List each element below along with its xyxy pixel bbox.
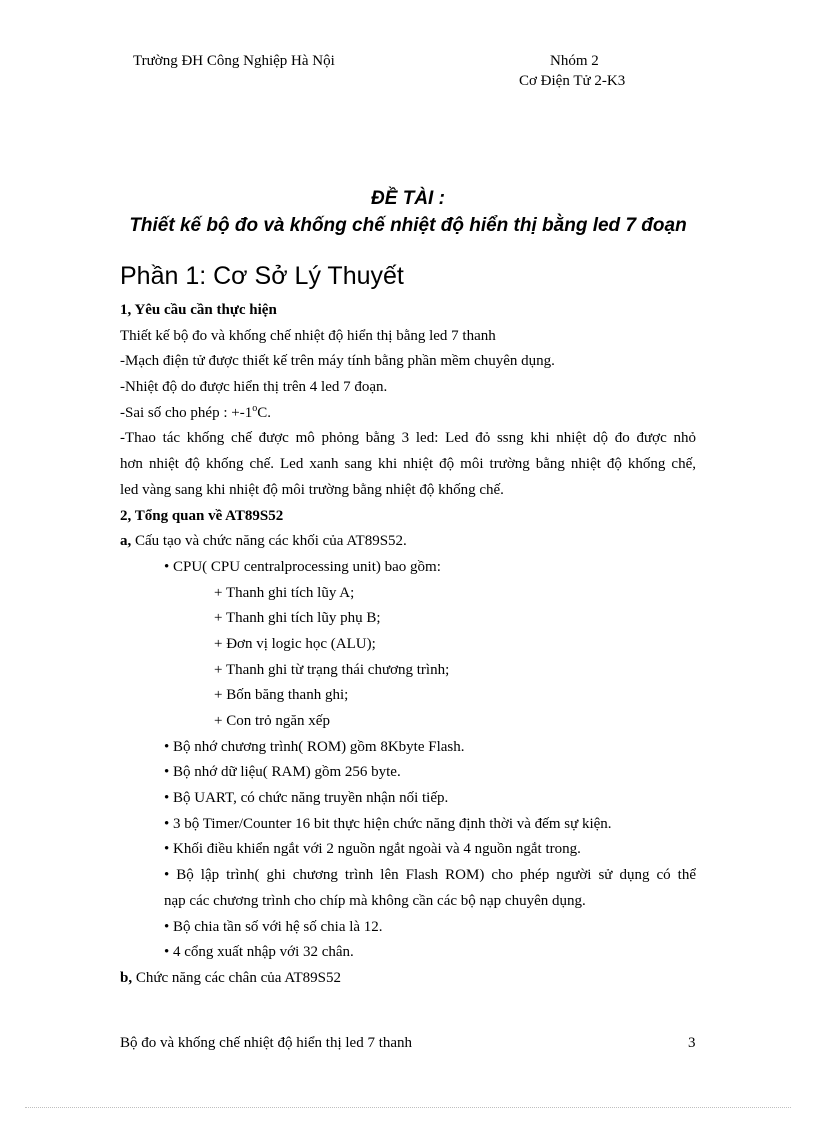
paragraph: -Mạch điện tử được thiết kế trên máy tính bằng phần mềm chuyên dụng.: [120, 353, 555, 370]
paragraph: hơn nhiệt độ khống chế. Led xanh sang khi nhiệt độ môi trường bằng nhiệt độ khống chế,: [120, 456, 696, 473]
list-item: + Thanh ghi tích lũy phụ B;: [214, 610, 381, 627]
bullet-ports: • 4 cổng xuất nhập với 32 chân.: [164, 944, 354, 961]
subsection-a-label: a,: [120, 533, 132, 550]
bullet-programmer-cont: nạp các chương trình cho chíp mà không cần các bộ nạp chuyên dụng.: [164, 892, 586, 909]
paragraph: -Thao tác khống chế được mô phỏng bằng 3 led: Led đỏ ssng khi nhiệt dộ đo được nhỏ: [120, 430, 696, 447]
page-divider: [25, 1107, 791, 1108]
section1-heading: 1, Yêu cầu cần thực hiện: [120, 302, 277, 318]
page-number: 3: [688, 1035, 696, 1051]
list-item: + Con trỏ ngăn xếp: [214, 713, 330, 729]
bullet-divider: • Bộ chia tần số với hệ số chia là 12.: [164, 918, 383, 935]
document-body: [120, 298, 696, 992]
bullet-timer: • 3 bộ Timer/Counter 16 bit thực hiện chức năng định thời và đếm sự kiện.: [164, 815, 612, 832]
topic-title: Thiết kế bộ đo và khống chế nhiệt độ hiển thị bằng led 7 đoạn: [129, 215, 687, 236]
list-item: + Thanh ghi tích lũy A;: [214, 584, 355, 601]
list-item: + Bốn băng thanh ghi;: [214, 687, 349, 704]
degree-superscript: o: [252, 402, 258, 414]
tolerance-text: -Sai số cho phép : +-1: [120, 404, 253, 421]
list-item: + Thanh ghi từ trạng thái chương trình;: [214, 661, 450, 678]
subsection-b: [120, 966, 696, 992]
bullet-uart: • Bộ UART, có chức năng truyền nhận nối tiếp.: [164, 790, 449, 807]
subsection-a-text: Cấu tạo và chức năng các khối của AT89S52.: [131, 533, 407, 550]
paragraph: -Nhiệt độ do được hiển thị trên 4 led 7 đoạn.: [120, 379, 388, 396]
topic-label: ĐỀ TÀI :: [371, 188, 445, 209]
bullet-ram: • Bộ nhớ dữ liệu( RAM) gồm 256 byte.: [164, 764, 401, 781]
bullet-cpu: • CPU( CPU centralprocessing unit) bao gồm:: [164, 558, 441, 575]
paragraph: Thiết kế bộ đo và khống chế nhiệt độ hiển thị bằng led 7 thanh: [120, 327, 496, 344]
header-group: Nhóm 2: [550, 53, 599, 69]
tolerance-paragraph: [120, 401, 696, 427]
subsection-b-label: b,: [120, 969, 133, 986]
bullet-programmer: • Bộ lập trình( ghi chương trình lên Flash ROM) cho phép người sử dụng có thể: [164, 867, 696, 884]
paragraph: led vàng sang khi nhiệt độ môi trường bằng nhiệt độ khống chế.: [120, 481, 504, 498]
bullet-interrupt: • Khối điều khiển ngắt với 2 nguồn ngắt ngoài và 4 nguồn ngắt trong.: [164, 841, 581, 858]
subsection-b-text: Chức năng các chân của AT89S52: [132, 969, 341, 986]
part-heading: Phần 1: Cơ Sở Lý Thuyết: [120, 262, 404, 290]
header-class: Cơ Điện Tử 2-K3: [519, 73, 626, 89]
header-school: Trường ĐH Công Nghiệp Hà Nội: [133, 53, 335, 69]
footer-title: Bộ đo và khống chế nhiệt độ hiển thị led 7 thanh: [120, 1035, 413, 1051]
tolerance-unit: C.: [257, 404, 271, 421]
subsection-a: [120, 529, 696, 555]
bullet-rom: • Bộ nhớ chương trình( ROM) gồm 8Kbyte Flash.: [164, 738, 465, 755]
list-item: + Đơn vị logic học (ALU);: [214, 635, 376, 652]
section2-heading: 2, Tổng quan về AT89S52: [120, 507, 284, 524]
